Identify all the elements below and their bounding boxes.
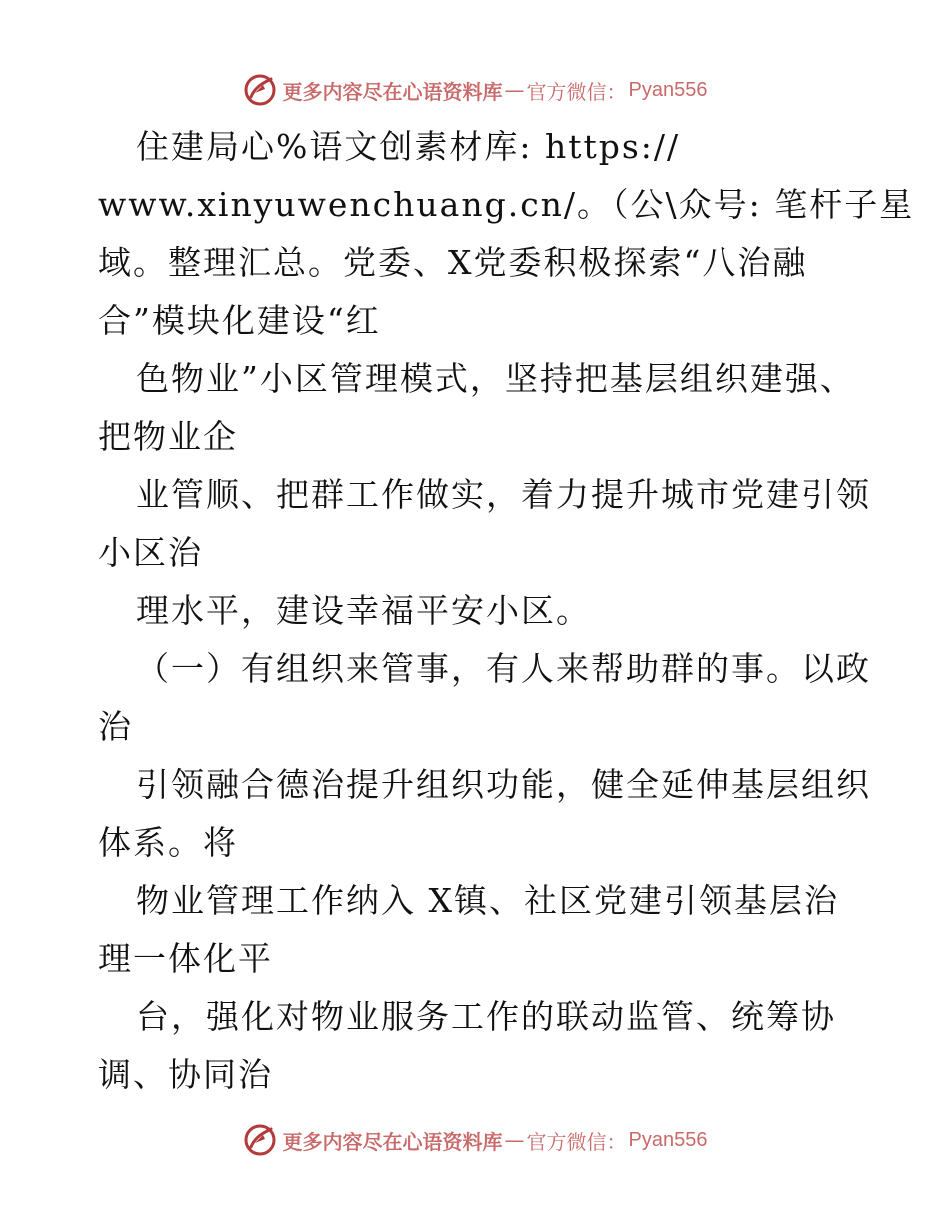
body-line: 理水平，建设幸福平安小区。 <box>136 591 591 630</box>
body-line: 住建局心%语文创素材库: https:// <box>136 127 681 166</box>
body-line: 引领融合德治提升组织功能，健全延伸基层组织 <box>136 765 871 804</box>
body-line: 体系。将 <box>98 823 238 862</box>
body-line: 物业管理工作纳入 X镇、社区党建引领基层治 <box>136 881 839 920</box>
quill-swirl-logo-icon <box>243 1123 277 1157</box>
banner-wechat-id: Pyan556 <box>628 78 708 101</box>
banner-wechat-label: 官方微信： <box>526 1129 627 1154</box>
body-line: 治 <box>98 707 133 746</box>
body-line: 理一体化平 <box>98 939 273 978</box>
body-line: 台，强化对物业服务工作的联动监管、统筹协 <box>136 997 836 1036</box>
body-line: 合”模块化建设“红 <box>98 301 381 340</box>
body-line: www.xinyuwenchuang.cn/。（公\众号: 笔杆子星 <box>98 185 915 224</box>
body-line: 把物业企 <box>98 417 238 456</box>
body-line: 域。整理汇总。党委、X党委积极探索“八治融 <box>98 243 808 282</box>
body-line: 业管顺、把群工作做实，着力提升城市党建引领 <box>136 475 871 514</box>
banner-separator: — <box>504 78 525 102</box>
body-line: 小区治 <box>98 533 203 572</box>
header-banner <box>0 70 950 110</box>
banner-wechat-label: 官方微信： <box>526 79 627 104</box>
quill-swirl-logo-icon <box>243 73 277 107</box>
banner-separator: — <box>504 1128 525 1152</box>
body-line: （一）有组织来管事，有人来帮助群的事。以政 <box>136 649 871 688</box>
document-body <box>98 118 915 1104</box>
body-line: 色物业”小区管理模式，坚持把基层组织建强、 <box>136 359 855 398</box>
body-line: 调、协同治 <box>98 1055 273 1094</box>
footer-banner <box>0 1120 950 1160</box>
banner-wechat-id: Pyan556 <box>628 1128 708 1151</box>
banner-title: 更多内容尽在心语资料库 <box>282 79 503 104</box>
banner-title: 更多内容尽在心语资料库 <box>282 1129 503 1154</box>
